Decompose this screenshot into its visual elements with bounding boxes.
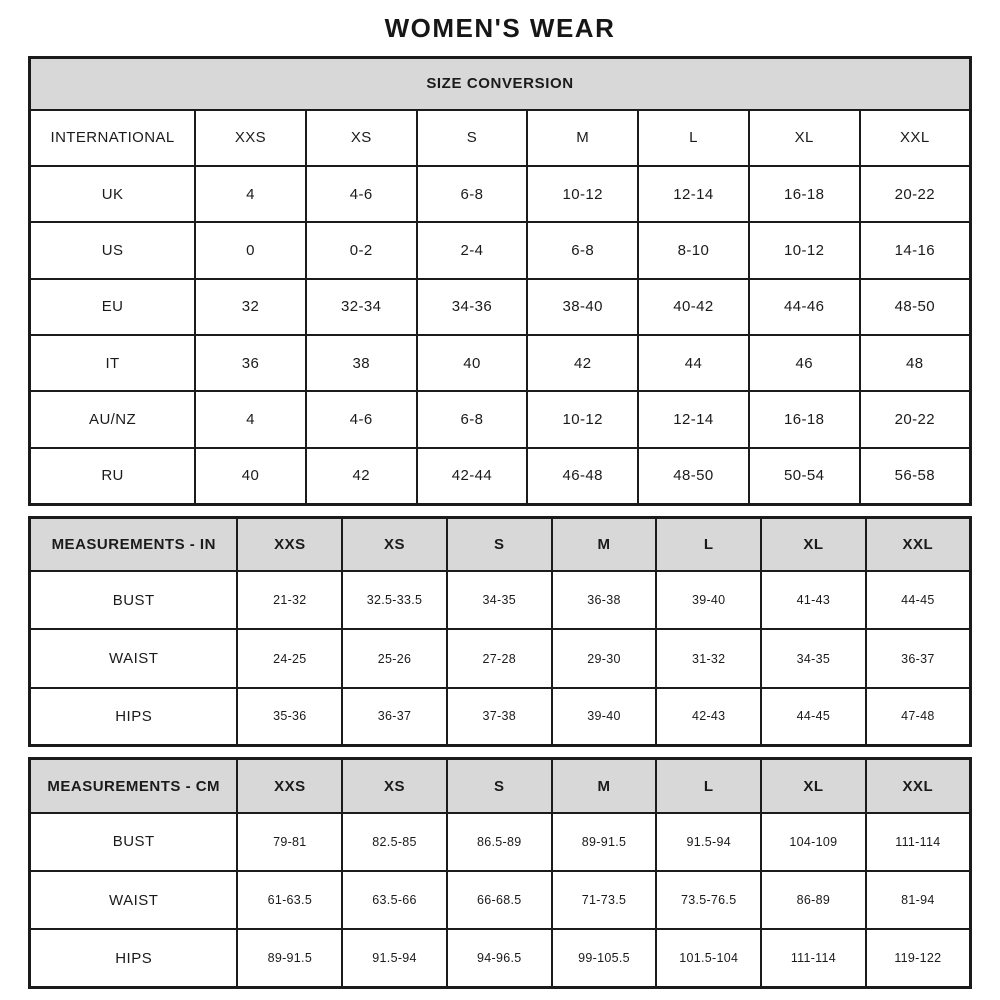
region-label-cell: UK: [30, 166, 196, 222]
measurements-cm-header: MEASUREMENTS - CM: [30, 759, 238, 813]
size-value-cell: 36: [195, 335, 306, 391]
size-conversion-columns-row: [30, 110, 971, 166]
size-column-header: XL: [761, 517, 866, 571]
size-value-cell: 10-12: [527, 391, 638, 447]
measurement-value-cell: 24-25: [237, 629, 342, 687]
size-value-cell: 6-8: [417, 391, 528, 447]
measurement-value-cell: 25-26: [342, 629, 447, 687]
measurements-in-header-row: [30, 517, 971, 571]
measurement-value-cell: 104-109: [761, 813, 866, 871]
measurement-value-cell: 36-37: [866, 629, 971, 687]
measurement-value-cell: 73.5-76.5: [656, 871, 761, 929]
measurement-value-cell: 35-36: [237, 688, 342, 746]
size-value-cell: 16-18: [749, 166, 860, 222]
size-column-header: XS: [342, 759, 447, 813]
measurements-cm-table: [28, 757, 972, 989]
measurement-label-cell: HIPS: [30, 688, 238, 746]
size-value-cell: 56-58: [860, 448, 971, 504]
size-value-cell: 0-2: [306, 222, 417, 278]
measurements-cm-body: [30, 813, 971, 988]
size-column-header: XXL: [866, 517, 971, 571]
size-column-header: S: [447, 759, 552, 813]
size-value-cell: 38: [306, 335, 417, 391]
measurements-cm-row: [30, 813, 971, 871]
measurement-value-cell: 34-35: [447, 571, 552, 629]
column-header-size: S: [417, 110, 528, 166]
measurements-in-row: [30, 688, 971, 746]
region-label-cell: EU: [30, 279, 196, 335]
size-conversion-table: [28, 56, 972, 506]
measurement-value-cell: 91.5-94: [656, 813, 761, 871]
measurement-value-cell: 86-89: [761, 871, 866, 929]
column-header-size: L: [638, 110, 749, 166]
column-header-size: XXS: [195, 110, 306, 166]
column-header-international: INTERNATIONAL: [30, 110, 196, 166]
size-value-cell: 34-36: [417, 279, 528, 335]
size-value-cell: 6-8: [417, 166, 528, 222]
column-header-size: M: [527, 110, 638, 166]
measurement-value-cell: 39-40: [552, 688, 657, 746]
size-value-cell: 48: [860, 335, 971, 391]
size-value-cell: 16-18: [749, 391, 860, 447]
measurements-cm-row: [30, 929, 971, 987]
region-label-cell: IT: [30, 335, 196, 391]
size-value-cell: 42: [306, 448, 417, 504]
size-value-cell: 6-8: [527, 222, 638, 278]
measurement-value-cell: 42-43: [656, 688, 761, 746]
size-value-cell: 8-10: [638, 222, 749, 278]
size-conversion-body: [30, 110, 971, 505]
measurement-value-cell: 44-45: [761, 688, 866, 746]
size-value-cell: 12-14: [638, 391, 749, 447]
size-column-header: L: [656, 759, 761, 813]
measurement-value-cell: 89-91.5: [552, 813, 657, 871]
measurement-value-cell: 91.5-94: [342, 929, 447, 987]
size-value-cell: 12-14: [638, 166, 749, 222]
region-label-cell: AU/NZ: [30, 391, 196, 447]
size-conversion-row: [30, 279, 971, 335]
region-label-cell: RU: [30, 448, 196, 504]
measurement-value-cell: 47-48: [866, 688, 971, 746]
size-value-cell: 10-12: [527, 166, 638, 222]
size-value-cell: 32: [195, 279, 306, 335]
size-conversion-row: [30, 448, 971, 504]
measurement-value-cell: 27-28: [447, 629, 552, 687]
measurement-label-cell: BUST: [30, 813, 238, 871]
size-column-header: XXS: [237, 517, 342, 571]
measurement-label-cell: WAIST: [30, 871, 238, 929]
size-column-header: XL: [761, 759, 866, 813]
measurement-value-cell: 37-38: [447, 688, 552, 746]
size-value-cell: 4-6: [306, 166, 417, 222]
size-value-cell: 0: [195, 222, 306, 278]
size-value-cell: 4: [195, 166, 306, 222]
size-value-cell: 40: [195, 448, 306, 504]
size-value-cell: 10-12: [749, 222, 860, 278]
measurement-label-cell: HIPS: [30, 929, 238, 987]
measurement-value-cell: 36-37: [342, 688, 447, 746]
size-value-cell: 48-50: [860, 279, 971, 335]
size-conversion-row: [30, 335, 971, 391]
measurement-value-cell: 29-30: [552, 629, 657, 687]
measurements-in-body: [30, 571, 971, 746]
size-value-cell: 20-22: [860, 166, 971, 222]
size-conversion-banner: SIZE CONVERSION: [30, 58, 971, 110]
size-value-cell: 42: [527, 335, 638, 391]
measurement-label-cell: BUST: [30, 571, 238, 629]
page-title: WOMEN'S WEAR: [384, 13, 616, 43]
size-value-cell: 40: [417, 335, 528, 391]
size-value-cell: 32-34: [306, 279, 417, 335]
measurement-value-cell: 34-35: [761, 629, 866, 687]
measurement-value-cell: 66-68.5: [447, 871, 552, 929]
size-value-cell: 44-46: [749, 279, 860, 335]
size-conversion-row: [30, 166, 971, 222]
measurement-value-cell: 44-45: [866, 571, 971, 629]
measurement-value-cell: 81-94: [866, 871, 971, 929]
size-value-cell: 46: [749, 335, 860, 391]
size-value-cell: 50-54: [749, 448, 860, 504]
table-gap: [28, 747, 972, 757]
size-column-header: XXS: [237, 759, 342, 813]
measurement-value-cell: 71-73.5: [552, 871, 657, 929]
size-column-header: S: [447, 517, 552, 571]
size-value-cell: 44: [638, 335, 749, 391]
size-value-cell: 4: [195, 391, 306, 447]
measurement-value-cell: 63.5-66: [342, 871, 447, 929]
table-gap: [28, 506, 972, 516]
size-column-header: XS: [342, 517, 447, 571]
measurement-value-cell: 79-81: [237, 813, 342, 871]
measurements-in-header: MEASUREMENTS - IN: [30, 517, 238, 571]
size-value-cell: 42-44: [417, 448, 528, 504]
size-value-cell: 48-50: [638, 448, 749, 504]
column-header-size: XS: [306, 110, 417, 166]
measurement-value-cell: 82.5-85: [342, 813, 447, 871]
size-column-header: L: [656, 517, 761, 571]
measurement-value-cell: 61-63.5: [237, 871, 342, 929]
size-value-cell: 38-40: [527, 279, 638, 335]
measurement-value-cell: 89-91.5: [237, 929, 342, 987]
measurements-in-row: [30, 629, 971, 687]
measurement-value-cell: 31-32: [656, 629, 761, 687]
measurement-value-cell: 111-114: [761, 929, 866, 987]
size-conversion-row: [30, 222, 971, 278]
measurement-value-cell: 111-114: [866, 813, 971, 871]
size-column-header: XXL: [866, 759, 971, 813]
size-value-cell: 20-22: [860, 391, 971, 447]
column-header-size: XXL: [860, 110, 971, 166]
size-value-cell: 14-16: [860, 222, 971, 278]
size-conversion-row: [30, 391, 971, 447]
measurement-value-cell: 119-122: [866, 929, 971, 987]
size-column-header: M: [552, 517, 657, 571]
measurement-value-cell: 86.5-89: [447, 813, 552, 871]
measurement-value-cell: 99-105.5: [552, 929, 657, 987]
size-value-cell: 2-4: [417, 222, 528, 278]
measurements-cm-row: [30, 871, 971, 929]
region-label-cell: US: [30, 222, 196, 278]
measurement-value-cell: 21-32: [237, 571, 342, 629]
measurement-value-cell: 32.5-33.5: [342, 571, 447, 629]
size-value-cell: 46-48: [527, 448, 638, 504]
column-header-size: XL: [749, 110, 860, 166]
size-value-cell: 40-42: [638, 279, 749, 335]
size-conversion-banner-row: [30, 58, 971, 110]
measurement-value-cell: 101.5-104: [656, 929, 761, 987]
measurement-label-cell: WAIST: [30, 629, 238, 687]
measurement-value-cell: 94-96.5: [447, 929, 552, 987]
measurements-in-row: [30, 571, 971, 629]
size-value-cell: 4-6: [306, 391, 417, 447]
measurements-in-table: [28, 516, 972, 748]
measurement-value-cell: 36-38: [552, 571, 657, 629]
measurements-cm-header-row: [30, 759, 971, 813]
measurement-value-cell: 39-40: [656, 571, 761, 629]
size-column-header: M: [552, 759, 657, 813]
measurement-value-cell: 41-43: [761, 571, 866, 629]
